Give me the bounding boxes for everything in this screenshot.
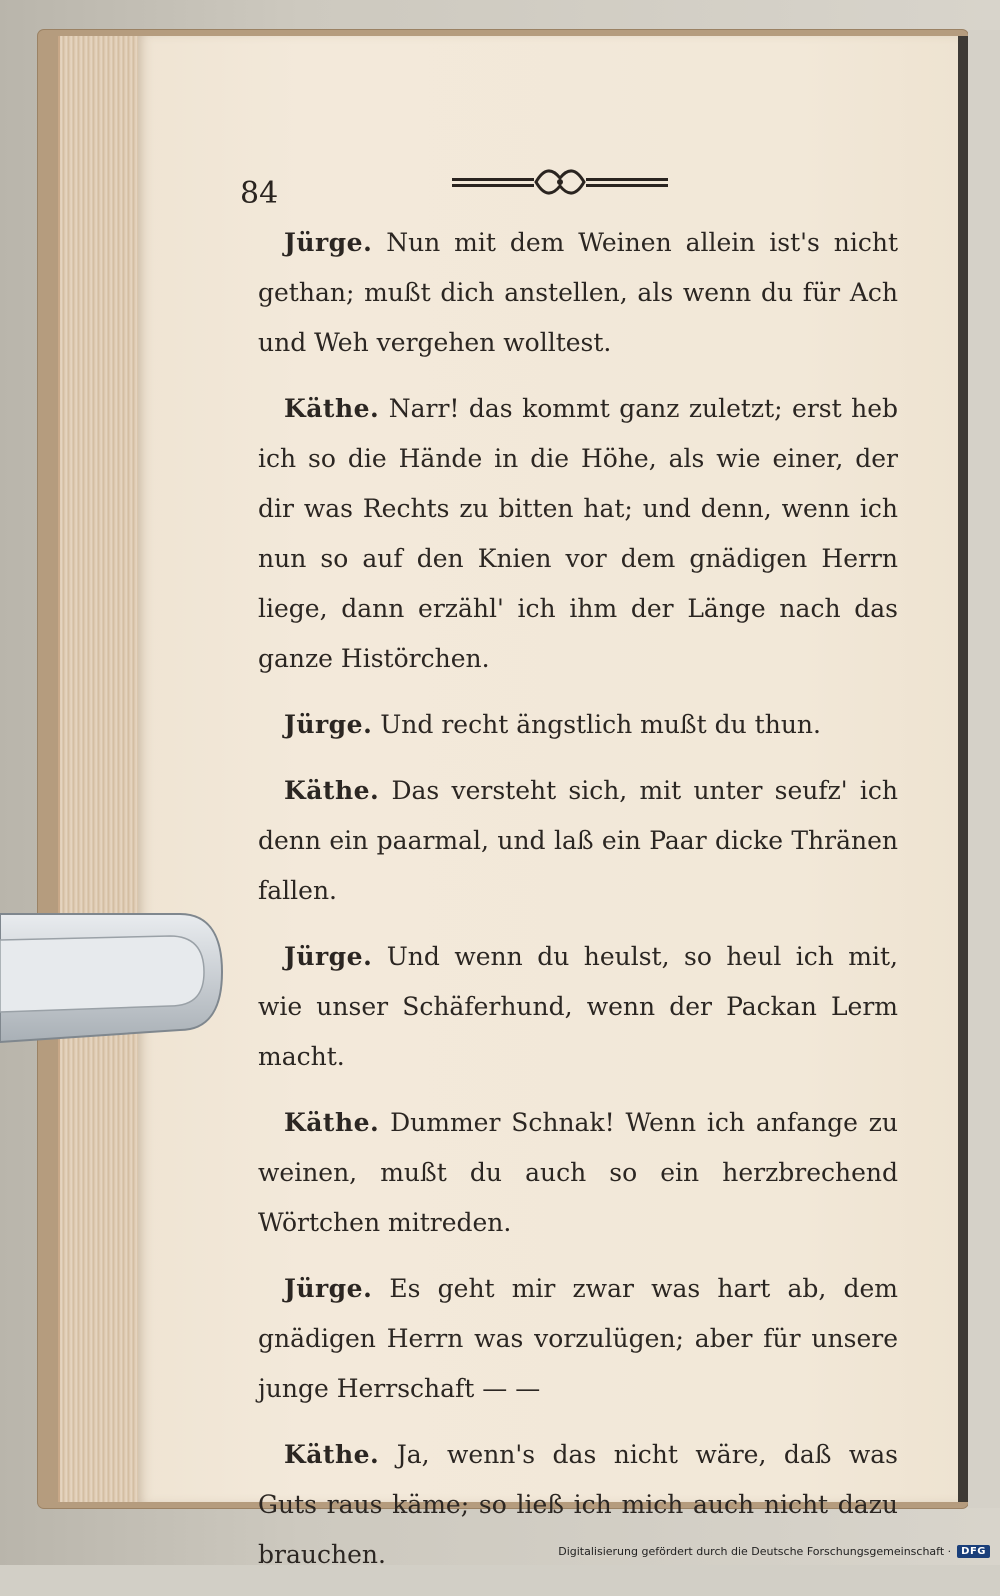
dialogue-paragraph [258,700,898,750]
page-gutter-shadow [958,36,968,1502]
speaker-name: Jürge. [284,228,373,257]
dialogue-text [258,218,898,1596]
speech-text: Und recht ängstlich mußt du thun. [380,710,821,739]
speech-text: Dummer Schnak! Wenn ich anfange zu weinen, mußt du auch so ein herzbrechend Wörtchen mitreden. [258,1108,898,1237]
dialogue-paragraph [258,766,898,916]
speaker-name: Käthe. [284,394,380,423]
speaker-name: Käthe. [284,1108,380,1137]
dialogue-paragraph [258,384,898,684]
speaker-name: Jürge. [284,942,373,971]
dialogue-paragraph [258,932,898,1082]
footer-credit-text: Digitalisierung gefördert durch die Deutsche Forschungsgemeinschaft · [558,1544,952,1558]
speaker-name: Jürge. [284,710,373,739]
speech-text: Es geht mir zwar was hart ab, dem gnädigen Herrn was vorzulügen; aber für unsere junge Herrschaft — — [258,1274,898,1403]
scan-right-edge [968,30,1000,1508]
speaker-name: Käthe. [284,1440,380,1469]
dfg-logo: DFG [957,1545,990,1558]
page-clip-icon [0,900,226,1050]
speech-text: Das versteht sich, mit unter seufz' ich denn ein paarmal, und laß ein Paar dicke Thränen fallen. [258,776,898,905]
dialogue-paragraph [258,1098,898,1248]
speech-text: Narr! das kommt ganz zuletzt; erst heb ich so die Hände in die Höhe, als wie einer, der dir was Rechts zu bitten hat; und denn, wenn ich nun so auf den Knien vor dem gnädigen Herrn liege, dann erzähl' ich ihm der Länge nach das ganze Histörchen. [258,394,898,673]
speaker-name: Jürge. [284,1274,373,1303]
speech-text: Nun mit dem Weinen allein ist's nicht gethan; mußt dich anstellen, als wenn du für Ach und Weh vergehen wolltest. [258,228,898,357]
dialogue-paragraph [258,1264,898,1414]
ornament-divider-icon [452,164,668,200]
speech-text: Ja, wenn's das nicht wäre, daß was Guts raus käme; so ließ ich mich auch nicht dazu brauchen. [258,1440,898,1569]
speech-text: Und wenn du heulst, so heul ich mit, wie unser Schäferhund, wenn der Packan Lerm macht. [258,942,898,1071]
page-number: 84 [240,176,279,211]
dialogue-paragraph [258,218,898,368]
speaker-name: Käthe. [284,776,380,805]
footer-credit [558,1541,990,1561]
